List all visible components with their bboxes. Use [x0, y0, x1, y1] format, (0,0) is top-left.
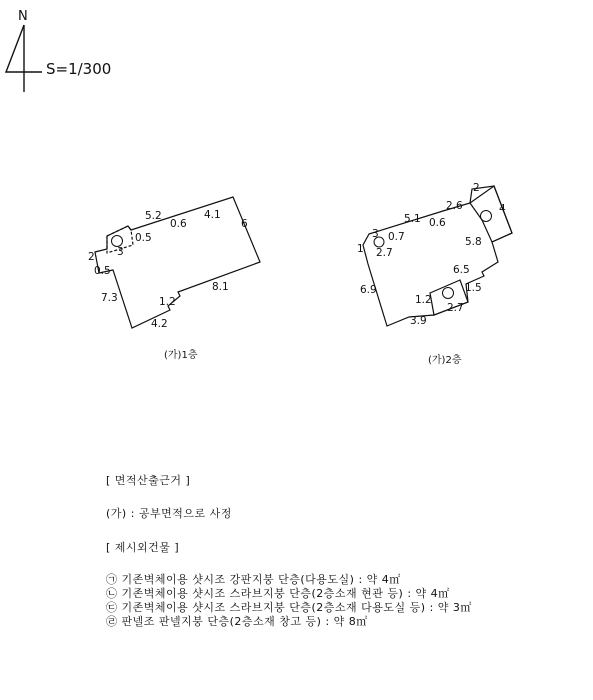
dim-label: 2.6 — [446, 200, 463, 212]
plan-2-dimensions — [357, 182, 506, 327]
dim-label: 5.2 — [145, 210, 162, 222]
dim-label: 0.6 — [170, 218, 187, 230]
dim-label: 2 — [88, 251, 95, 263]
dim-label: 1.2 — [159, 296, 176, 308]
plan-1-caption: (가)1층 — [164, 350, 198, 361]
dim-label: 3.9 — [410, 315, 427, 327]
basis-header: [ 면적산출근거 ] — [106, 474, 191, 487]
dim-label: 1.5 — [465, 282, 482, 294]
dim-label: 2.7 — [376, 247, 393, 259]
plan-1-dimensions — [88, 209, 248, 330]
dim-label: 3 — [117, 246, 124, 258]
extra-item: ㉡ 기존벽체이용 샷시조 스라브지붕 단층(2층소재 현관 등) : 약 4㎡ — [106, 587, 450, 600]
dim-label: 6.5 — [453, 264, 470, 276]
plan-1-marker — [112, 236, 123, 247]
dim-label: 0.5 — [135, 232, 152, 244]
dim-label: 7.3 — [101, 292, 118, 304]
dim-label: 2.7 — [447, 302, 464, 314]
extra-item: ㉠ 기존벽체이용 샷시조 강판지붕 단층(다용도실) : 약 4㎡ — [106, 573, 401, 586]
dim-label: 5.1 — [404, 213, 421, 225]
dim-label: 0.5 — [94, 265, 111, 277]
north-letter: N — [18, 9, 28, 24]
dim-label: 5.8 — [465, 236, 482, 248]
dim-label: 1.2 — [415, 294, 432, 306]
dim-label: 8.1 — [212, 281, 229, 293]
extra-header: [ 제시외건물 ] — [106, 541, 180, 554]
dim-label: 4 — [499, 203, 506, 215]
dim-label: 3 — [372, 228, 379, 240]
dim-label: 0.7 — [388, 231, 405, 243]
extra-item: ㉢ 기존벽체이용 샷시조 스라브지붕 단층(2층소재 다용도실 등) : 약 3㎡ — [106, 601, 472, 614]
extra-item: ㉣ 판넬조 판넬지붕 단층(2층소재 창고 등) : 약 8㎡ — [106, 615, 368, 628]
dim-label: 1 — [357, 243, 364, 255]
dim-label: 4.1 — [204, 209, 221, 221]
plan-1-outline — [95, 197, 260, 328]
north-arrow-icon — [6, 25, 42, 92]
plan-2-caption: (가)2층 — [428, 355, 462, 366]
dim-label: 0.6 — [429, 217, 446, 229]
dim-label: 6 — [241, 218, 248, 230]
dim-label: 6.9 — [360, 284, 377, 296]
basis-line: (가) : 공부면적으로 사정 — [106, 507, 232, 520]
dim-label: 4.2 — [151, 318, 168, 330]
scale-label: S=1/300 — [46, 60, 112, 78]
dim-label: 2 — [473, 182, 480, 194]
